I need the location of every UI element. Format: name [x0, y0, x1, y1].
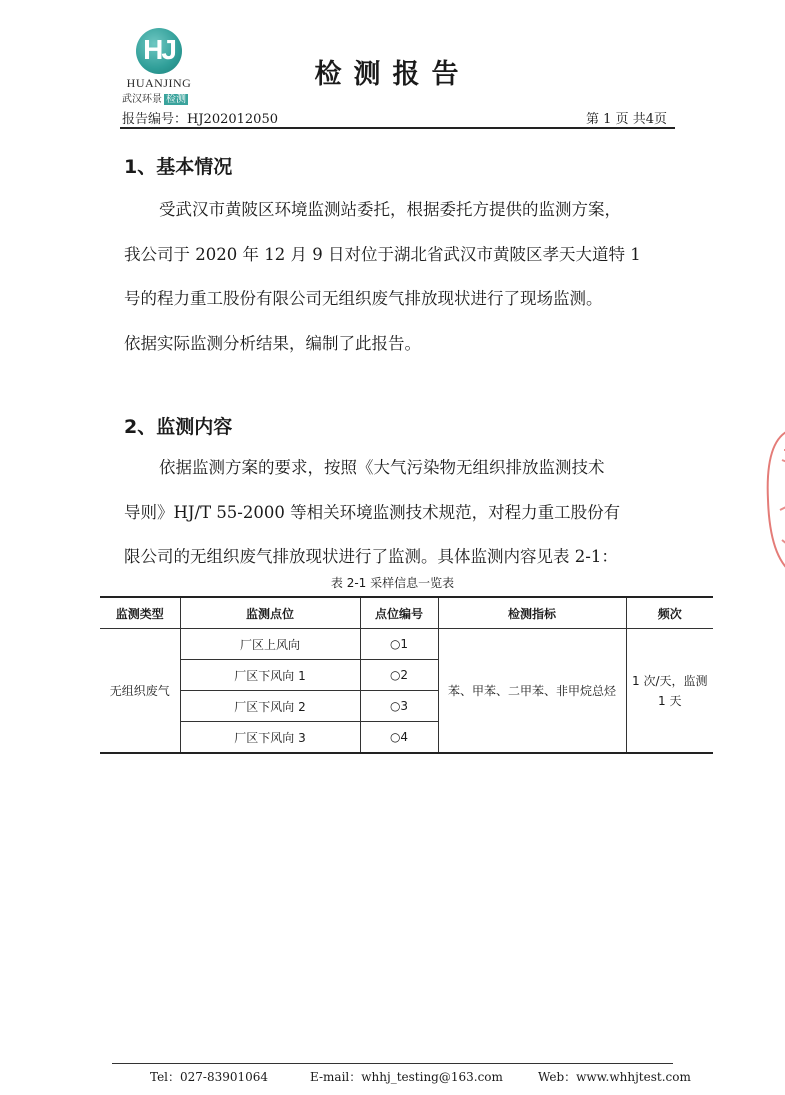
paragraph-line: 依据监测方案的要求，按照《大气污染物无组织排放监测技术	[159, 458, 605, 477]
header-code: 点位编号	[360, 597, 438, 629]
document-title: 检测报告	[314, 59, 471, 90]
page-indicator: 第 1 页 共4页	[586, 112, 667, 127]
footer-divider	[112, 1063, 673, 1064]
cell-code: ○1	[360, 629, 438, 660]
paragraph-line: 我公司于 2020 年 12 月 9 日对位于湖北省武汉市黄陂区孝天大道特 1	[124, 244, 641, 264]
cell-point: 厂区下风向 1	[180, 660, 360, 691]
section-body-content	[124, 446, 679, 580]
report-number: 报告编号：HJ202012050	[122, 112, 278, 127]
header-divider	[120, 127, 675, 129]
cell-frequency: 1 次/天，监测 1 天	[626, 629, 713, 754]
footer-email: E-mail：whhj_testing@163.com	[310, 1070, 503, 1084]
header-type: 监测类型	[100, 597, 180, 629]
table-row	[100, 629, 713, 660]
header-frequency: 频次	[626, 597, 713, 629]
cell-indicators: 苯、甲苯、二甲苯、非甲烷总烃	[438, 629, 626, 754]
cell-code: ○3	[360, 691, 438, 722]
paragraph-line: 依据实际监测分析结果，编制了此报告。	[124, 333, 421, 353]
logo-tag: 检测	[166, 94, 186, 105]
cell-point: 厂区上风向	[180, 629, 360, 660]
paragraph-line: 号的程力重工股份有限公司无组织废气排放现状进行了现场监测。	[124, 289, 603, 308]
cell-type: 无组织废气	[100, 629, 180, 754]
paragraph-line: 导则》HJ/T 55-2000 等相关环境监测技术规范，对程力重工股份有	[124, 502, 621, 522]
table-caption: 表 2-1 采样信息一览表	[330, 576, 455, 590]
cell-code: ○2	[360, 660, 438, 691]
logo-text-en: HUANJING	[126, 76, 192, 90]
red-seal-stamp-icon	[760, 420, 785, 580]
footer-web: Web：www.whhjtest.com	[538, 1070, 691, 1084]
paragraph-line: 限公司的无组织废气排放现状进行了监测。具体监测内容见表 2-1：	[124, 547, 618, 566]
header-point: 监测点位	[180, 597, 360, 629]
section-heading-basic: 1、基本情况	[124, 156, 233, 178]
table-header-row	[100, 597, 713, 629]
cell-point: 厂区下风向 3	[180, 722, 360, 754]
cell-point: 厂区下风向 2	[180, 691, 360, 722]
footer-tel: Tel：027-83901064	[150, 1070, 269, 1084]
section-heading-content: 2、监测内容	[124, 416, 233, 438]
sampling-info-table	[100, 596, 713, 754]
cell-code: ○4	[360, 722, 438, 754]
logo-text-cn: 武汉环景 检测	[122, 94, 186, 105]
paragraph-line: 受武汉市黄陂区环境监测站委托，根据委托方提供的监测方案，	[159, 200, 621, 219]
header-indicator: 检测指标	[438, 597, 626, 629]
logo-mark-text: HJ	[143, 34, 175, 65]
section-body-basic	[124, 188, 679, 366]
